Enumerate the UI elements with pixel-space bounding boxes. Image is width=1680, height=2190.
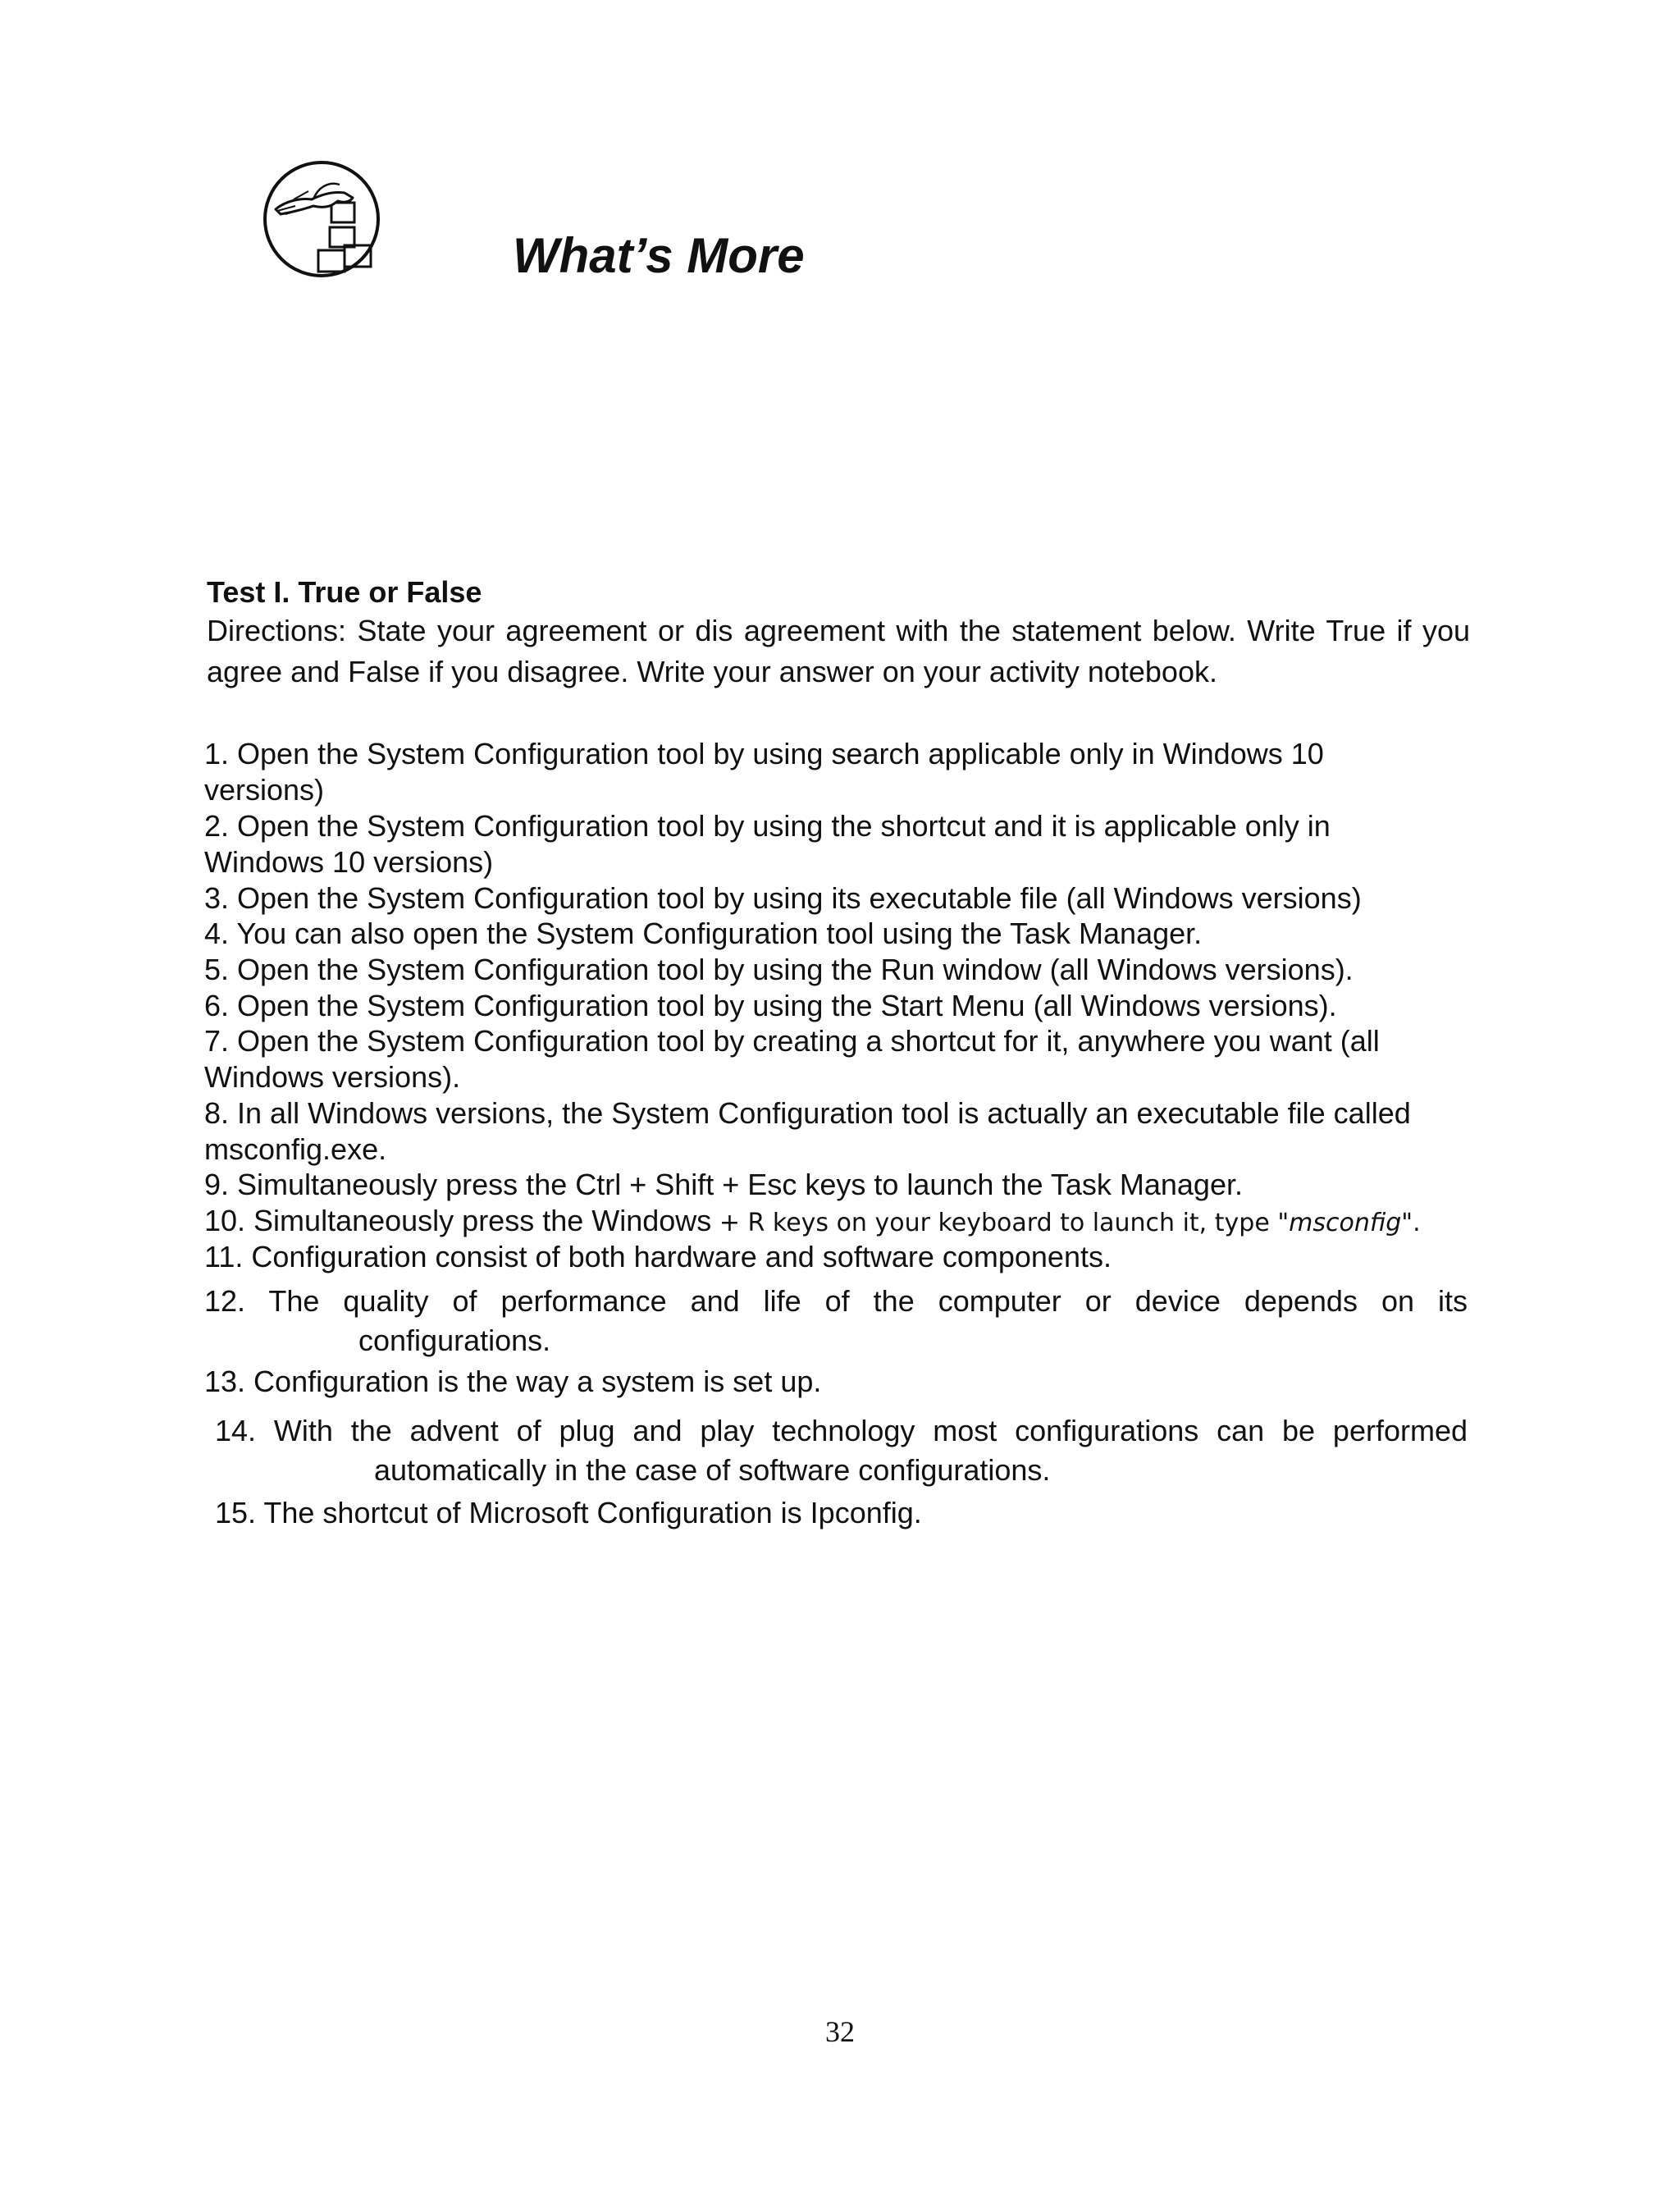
list-item: 13. Configuration is the way a system is set up. [204,1365,822,1398]
list-item: 14. With the advent of plug and play technology most configurations can be performed automatically in the case of software configurations. [215,1414,1468,1487]
list-item: 4. You can also open the System Configuration tool using the Task Manager. [204,917,1203,950]
test-directions: Directions: State your agreement or dis agreement with the statement below. Write True if you agree and False if you disagree. Write your answer on your activity notebook. [207,614,1470,688]
hand-stacking-blocks-icon [261,158,382,280]
list-item: 6. Open the System Configuration tool by using the Start Menu (all Windows versions). [204,989,1337,1022]
test-title: Test I. True or False [207,575,482,609]
list-item: 12. The quality of performance and life of the computer or device depends on its configurations. [204,1284,1468,1357]
list-item: 11. Configuration consist of both hardware and software components. [204,1240,1112,1273]
list-item: 3. Open the System Configuration tool by using its executable file (all Windows versions) [204,881,1362,915]
list-item: 15. The shortcut of Microsoft Configuration is Ipconfig. [215,1496,922,1529]
list-item: 10. Simultaneously press the Windows + R keys on your keyboard to launch it, type "msconfig". [204,1204,1421,1237]
section-heading: What’s More [513,228,805,283]
list-item: 8. In all Windows versions, the System Configuration tool is actually an executable file called msconfig.exe. [204,1096,1411,1166]
list-item: 5. Open the System Configuration tool by using the Run window (all Windows versions). [204,953,1354,986]
page-number: 32 [825,2015,855,2048]
list-item: 1. Open the System Configuration tool by using search applicable only in Windows 10 versions) [204,737,1324,807]
list-item: 7. Open the System Configuration tool by creating a shortcut for it, anywhere you want (all Windows versions). [204,1024,1380,1094]
list-item: 2. Open the System Configuration tool by using the shortcut and it is applicable only in Windows 10 versions) [204,809,1331,879]
list-item: 9. Simultaneously press the Ctrl + Shift + Esc keys to launch the Task Manager. [204,1168,1243,1201]
